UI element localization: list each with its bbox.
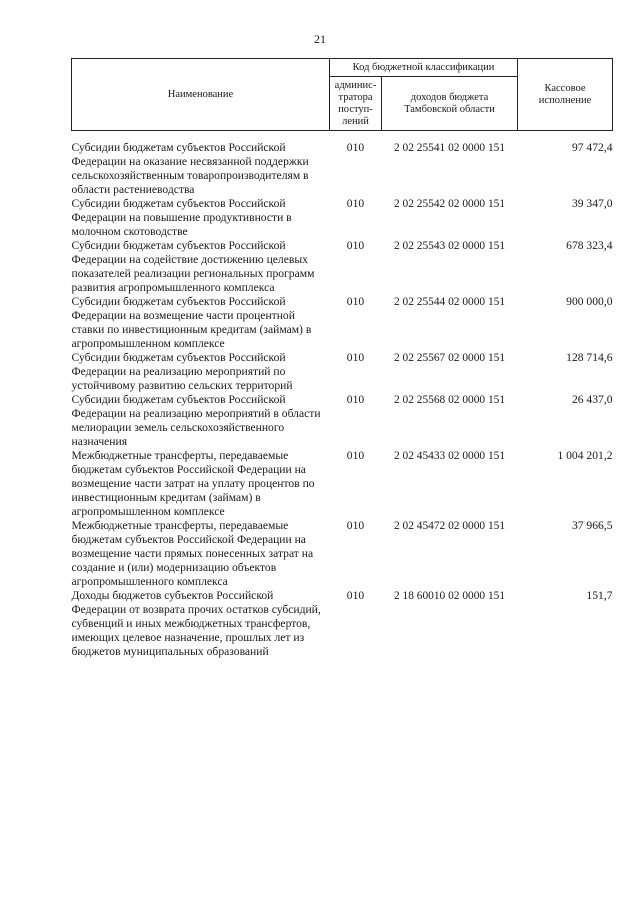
- row-income-code-cell: 2 18 60010 02 0000 151: [393, 590, 506, 602]
- row-admin-code-cell: 010: [346, 351, 365, 364]
- row-admin-code-cell: 010: [346, 197, 365, 210]
- table-row: [72, 197, 613, 239]
- row-admin-code-cell: 010: [346, 141, 365, 154]
- row-amount-cell: 900 000,0: [566, 295, 613, 308]
- row-name-cell: Субсидии бюджетам субъектов Российской Федерации на реализацию мероприятий по устойчивому развитию сельских территорий: [71, 351, 293, 392]
- table-row: [72, 449, 613, 519]
- row-income-code-cell: 2 02 25567 02 0000 151: [393, 352, 506, 364]
- table-row: [72, 239, 613, 295]
- row-amount-cell: 39 347,0: [571, 197, 613, 210]
- header-name: Наименование: [72, 59, 330, 131]
- row-admin-code-cell: 010: [346, 519, 365, 532]
- row-amount-cell: 1 004 201,2: [557, 449, 613, 462]
- table-row: [72, 519, 613, 589]
- row-name-cell: Межбюджетные трансферты, передаваемые бюджетам субъектов Российской Федерации на возмещение части прямых понесенных затрат на создание и (или) модернизацию объектов агропромышленного комплекса: [71, 519, 314, 588]
- header-classification: Код бюджетной классификации: [330, 59, 518, 77]
- row-income-code-cell: 2 02 25543 02 0000 151: [393, 240, 506, 252]
- row-amount-cell: 128 714,6: [566, 351, 613, 364]
- row-amount-cell: 37 966,5: [571, 519, 613, 532]
- row-income-code-cell: 2 02 45472 02 0000 151: [393, 520, 506, 532]
- row-income-code-cell: 2 02 25568 02 0000 151: [393, 394, 506, 406]
- row-income-code-cell: 2 02 45433 02 0000 151: [393, 450, 506, 462]
- table-row: [72, 295, 613, 351]
- row-name-cell: Субсидии бюджетам субъектов Российской Федерации на оказание несвязанной поддержки сельскохозяйственным товаропроизводителям в области растениеводства: [71, 141, 309, 196]
- row-name-cell: Субсидии бюджетам субъектов Российской Федерации на повышение продуктивности в молочном скотоводстве: [71, 197, 292, 238]
- row-amount-cell: 151,7: [586, 589, 613, 602]
- row-income-code-cell: 2 02 25544 02 0000 151: [393, 296, 506, 308]
- row-admin-code-cell: 010: [346, 393, 365, 406]
- table-body: [72, 131, 613, 660]
- row-admin-code-cell: 010: [346, 449, 365, 462]
- row-name-cell: Субсидии бюджетам субъектов Российской Федерации на возмещение части процентной ставки по инвестиционным кредитам (займам) в агропромышленном комплексе: [71, 295, 312, 350]
- row-amount-cell: 678 323,4: [566, 239, 613, 252]
- row-amount-cell: 97 472,4: [571, 141, 613, 154]
- row-name-cell: Доходы бюджетов субъектов Российской Федерации от возврата прочих остатков субсидий, субвенций и иных межбюджетных трансфертов, имеющих целевое назначение, прошлых лет из бюджетов муниципальных образований: [71, 589, 321, 658]
- page-number: 21: [314, 32, 326, 46]
- header-income: доходов бюджета Тамбовской области: [382, 77, 518, 131]
- row-income-code-cell: 2 02 25542 02 0000 151: [393, 198, 506, 210]
- header-admin: админис-тратора поступ-лений: [330, 77, 382, 131]
- row-admin-code-cell: 010: [346, 239, 365, 252]
- table-row: [72, 351, 613, 393]
- row-admin-code-cell: 010: [346, 295, 365, 308]
- row-income-code-cell: 2 02 25541 02 0000 151: [393, 142, 506, 154]
- table-row: [72, 131, 613, 198]
- table-row: [72, 589, 613, 659]
- row-name-cell: Субсидии бюджетам субъектов Российской Федерации на содействие достижению целевых показателей реализации региональных программ развития агропромышленного комплекса: [71, 239, 315, 294]
- row-name-cell: Субсидии бюджетам субъектов Российской Федерации на реализацию мероприятий в области мелиорации земель сельскохозяйственного назначения: [71, 393, 321, 448]
- budget-income-table: [71, 58, 613, 659]
- header-total: Кассовое исполнение: [518, 59, 613, 131]
- row-name-cell: Межбюджетные трансферты, передаваемые бюджетам субъектов Российской Федерации на возмещение части затрат на уплату процентов по инвестиционным кредитам (займам) в агропромышленном комплексе: [71, 449, 315, 518]
- row-amount-cell: 26 437,0: [571, 393, 613, 406]
- row-admin-code-cell: 010: [346, 589, 365, 602]
- table-row: [72, 393, 613, 449]
